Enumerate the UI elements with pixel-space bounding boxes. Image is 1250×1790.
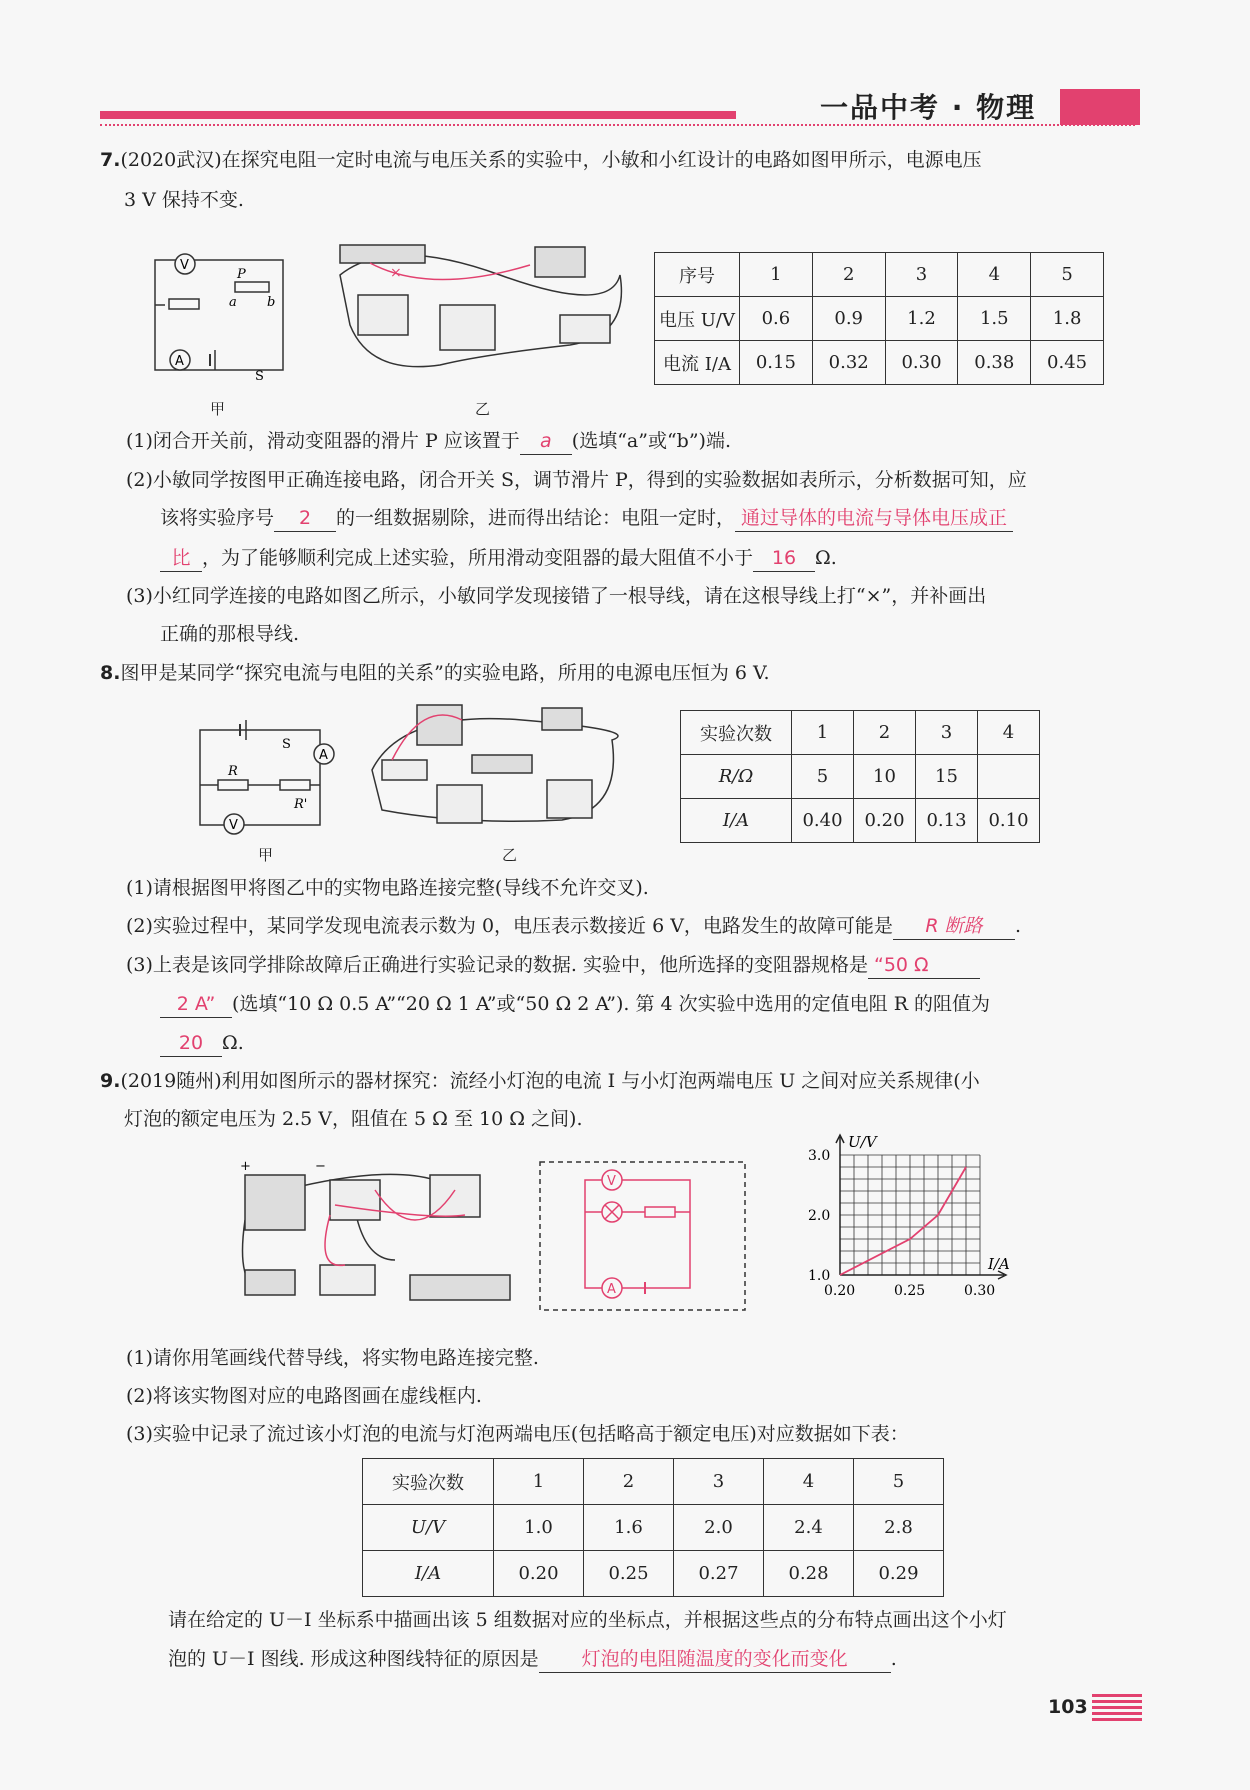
q9-cell: 2.4 [764, 1505, 854, 1551]
q8-cell: R/Ω [681, 755, 792, 799]
q9-cell: 0.20 [494, 1551, 584, 1597]
q8-fig-yi-label: 乙 [502, 846, 518, 864]
q9-cell: 2.8 [854, 1505, 944, 1551]
q9-cell: 4 [764, 1459, 854, 1505]
q8-cell: 1 [792, 711, 854, 755]
q7-sub2-unit: Ω. [815, 547, 837, 569]
chart-x-tick-label: 0.25 [894, 1283, 926, 1299]
q8-voltmeter-image [437, 785, 482, 823]
q7-sub2-line1: (2)小敏同学按图甲正确连接电路，闭合开关 S，调节滑片 P，得到的实验数据如表所示，分析数据可知，应 [126, 469, 1027, 491]
q7-sub2-line2 [160, 505, 1013, 532]
q9-cell: 1.0 [494, 1505, 584, 1551]
q8-data-table [680, 710, 1040, 843]
q8-circuit-diagram [200, 720, 340, 835]
q9-cell: 1 [494, 1459, 584, 1505]
q8-sub3-mid: (选填“10 Ω 0.5 A”“20 Ω 1 A”或“50 Ω 2 A”). 第 4 次实验中选用的定值电阻 R 的阻值为 [232, 993, 991, 1015]
q7-switch-symbol [210, 350, 264, 384]
q8-sub3-pre: (3)上表是该同学排除故障后正确进行实验记录的数据. 实验中，他所选择的变阻器规格是 [126, 954, 868, 976]
q8-resistor-symbol [218, 764, 248, 790]
q7-fig-jia-label: 甲 [210, 400, 226, 418]
q8-sub3-unit: Ω. [222, 1032, 244, 1054]
q7-sub2-mid2: ，为了能够顺利完成上述实验，所用滑动变阻器的最大阻值不小于 [202, 547, 754, 569]
q8-cell: 0.13 [916, 799, 978, 843]
q9-sub4-line1: 请在给定的 U－I 坐标系中描画出该 5 组数据对应的坐标点，并根据这些点的分布特点画出这个小灯 [168, 1609, 1007, 1631]
chart-x-tick-label: 0.20 [824, 1283, 856, 1299]
q9-table-header-row [363, 1459, 944, 1505]
chart-x-tick-label: 0.30 [964, 1283, 996, 1299]
q8-fig-jia-label: 甲 [258, 846, 274, 864]
q7-power-supply-image [560, 315, 610, 343]
chart-series [840, 1167, 966, 1275]
q8-stem [100, 660, 770, 686]
q7-stem-line2: 3 V 保持不变. [124, 189, 244, 211]
q7-cell: 2 [812, 253, 885, 297]
q7-cell: 4 [958, 253, 1031, 297]
q9-cell: 0.27 [674, 1551, 764, 1597]
svg-text:A: A [175, 354, 184, 369]
q9-schematic-voltmeter [602, 1170, 622, 1190]
q9-cell: 实验次数 [363, 1459, 494, 1505]
page-number: 103 [1048, 1696, 1088, 1718]
q8-ammeter-image [547, 780, 592, 818]
q9-cell: 1.6 [584, 1505, 674, 1551]
q7-stem-text: (2020武汉)在探究电阻一定时电流与电压关系的实验中，小敏和小红设计的电路如图甲所示，电源电压 [120, 149, 982, 171]
q7-cell: 1.8 [1031, 297, 1104, 341]
q9-stem-text: (2019随州)利用如图所示的器材探究：流经小灯泡的电流 I 与小灯泡两端电压 U 之间对应关系规律(小 [120, 1070, 980, 1092]
svg-text:R: R [228, 764, 238, 779]
q7-cell: 0.45 [1031, 341, 1104, 385]
svg-text:R': R' [294, 797, 308, 812]
q8-switch-image [542, 708, 582, 730]
q7-table-voltage-row [655, 297, 1104, 341]
q9-sub4-post: . [890, 1648, 897, 1670]
q9-data-table [362, 1458, 944, 1597]
q7-number: 7. [100, 149, 121, 171]
svg-text:V: V [229, 818, 238, 833]
q7-cell: 0.30 [885, 341, 958, 385]
header-title: 一品中考 · 物理 [820, 91, 1037, 124]
q7-sub2-line3 [160, 545, 837, 572]
svg-text:A: A [607, 1282, 616, 1297]
q9-schematic-rheostat [645, 1207, 675, 1217]
q9-cell: 3 [674, 1459, 764, 1505]
svg-text:P: P [237, 267, 246, 282]
q8-sub2-answer: R 断路 [893, 913, 1015, 940]
q7-cell: 0.15 [740, 341, 813, 385]
q8-cell [978, 755, 1040, 799]
q7-cell: 序号 [655, 253, 740, 297]
svg-text:S: S [282, 737, 291, 752]
q9-sub4-pre: 泡的 U－I 图线. 形成这种图线特征的原因是 [168, 1648, 539, 1670]
q9-stem-line2: 灯泡的额定电压为 2.5 V，阻值在 5 Ω 至 10 Ω 之间). [124, 1108, 583, 1130]
q9-cell: U/V [363, 1505, 494, 1551]
q7-sub2-pre: 该将实验序号 [160, 507, 275, 529]
q8-physical-setup [362, 700, 622, 830]
q7-cell: 1.5 [958, 297, 1031, 341]
q9-cell: 0.29 [854, 1551, 944, 1597]
svg-text:S: S [255, 369, 264, 384]
chart-y-tick-label: 1.0 [808, 1268, 831, 1284]
q7-table-current-row [655, 341, 1104, 385]
q9-sub3: (3)实验中记录了流过该小灯泡的电流与灯泡两端电压(包括略高于额定电压)对应数据如下表： [126, 1423, 909, 1445]
q7-data-table [654, 252, 1104, 385]
q8-stem-text: 图甲是某同学“探究电流与电阻的关系”的实验电路，所用的电源电压恒为 6 V. [120, 662, 770, 684]
q9-cell: 0.28 [764, 1551, 854, 1597]
q7-stem-line1 [100, 147, 982, 173]
q8-sub2 [126, 913, 1021, 940]
q8-table-header-row [681, 711, 1040, 755]
q7-resistor-symbol [169, 299, 199, 309]
q8-cell: 实验次数 [681, 711, 792, 755]
svg-text:A: A [319, 748, 328, 763]
q7-cross-mark: × [390, 265, 402, 281]
q8-cell: 0.20 [854, 799, 916, 843]
header-rule [100, 111, 736, 119]
chart-y-label: U/V [848, 1133, 877, 1151]
chart-series-line [840, 1167, 966, 1275]
chart-y-tick-label: 2.0 [808, 1208, 831, 1224]
q8-cell: 2 [854, 711, 916, 755]
q8-sub3-answer2: 20 [160, 1030, 222, 1057]
q9-cell: I/A [363, 1551, 494, 1597]
q7-cell: 0.32 [812, 341, 885, 385]
q7-cell: 电压 U/V [655, 297, 740, 341]
chart-ticks [808, 1148, 995, 1299]
q8-switch-symbol [282, 737, 291, 752]
q7-rheostat-symbol [229, 267, 275, 310]
q8-cell: 10 [854, 755, 916, 799]
q8-table-i-row [681, 799, 1040, 843]
q9-sub4-line2 [168, 1646, 897, 1673]
q8-resistor-image [382, 760, 427, 780]
q8-cell: 5 [792, 755, 854, 799]
q7-physical-setup [330, 235, 630, 385]
q8-cell: 0.40 [792, 799, 854, 843]
q7-sub2-mid: 的一组数据剔除，进而得出结论：电阻一定时， [336, 507, 736, 529]
q7-cell: 3 [885, 253, 958, 297]
q8-sub3-answer-a: “50 Ω [868, 952, 980, 979]
q7-cell: 1 [740, 253, 813, 297]
q7-cell: 0.9 [812, 297, 885, 341]
q9-cell: 5 [854, 1459, 944, 1505]
svg-text:V: V [607, 1174, 616, 1189]
q8-voltmeter-symbol [224, 814, 244, 834]
q9-sub2: (2)将该实物图对应的电路图画在虚线框内. [126, 1385, 482, 1407]
q7-sub2-answer2b: 比 [160, 545, 202, 572]
q7-sub2-answer3: 16 [753, 545, 815, 572]
q9-rheostat-image [410, 1275, 510, 1300]
q7-sub2-answer2a: 通过导体的电流与导体电压成正 [735, 505, 1013, 532]
q9-physical-setup [235, 1160, 525, 1310]
q9-schematic-lamp [602, 1202, 622, 1222]
q7-sub3-line1: (3)小红同学连接的电路如图乙所示，小敏同学发现接错了一根导线，请在这根导线上打“×”，并补画出 [126, 585, 987, 607]
svg-text:V: V [180, 258, 189, 273]
q9-sub4-answer: 灯泡的电阻随温度的变化而变化 [539, 1646, 891, 1673]
q9-schematic-box [540, 1162, 745, 1310]
svg-text:−: − [315, 1159, 326, 1174]
q7-rheostat-image [340, 245, 425, 263]
q7-voltmeter-symbol [175, 254, 195, 274]
q9-lamp-image [320, 1265, 375, 1295]
q8-sub3-line3 [160, 1030, 244, 1057]
q9-battery-image [245, 1175, 305, 1230]
svg-text:a: a [229, 295, 237, 310]
q7-cell: 电流 I/A [655, 341, 740, 385]
q7-ammeter-image [440, 305, 495, 350]
q7-switch-image [535, 247, 585, 277]
q7-fig-yi-label: 乙 [475, 400, 491, 418]
q8-sub3-answer-b: 2 A” [160, 991, 232, 1018]
svg-text:b: b [267, 295, 276, 310]
q8-rheostat-image [472, 755, 532, 773]
q9-table-i-row [363, 1551, 944, 1597]
q7-cell: 1.2 [885, 297, 958, 341]
q9-switch-image [245, 1270, 295, 1295]
q9-cell: 2 [584, 1459, 674, 1505]
q7-sub1-pre: (1)闭合开关前，滑动变阻器的滑片 P 应该置于 [126, 430, 520, 452]
q7-sub1-post: (选填“a”或“b”)端. [571, 430, 731, 452]
q9-schematic-ammeter [602, 1278, 622, 1298]
q7-cell: 0.6 [740, 297, 813, 341]
q7-table-header-row [655, 253, 1104, 297]
chart-y-tick-label: 3.0 [808, 1148, 831, 1164]
q9-ui-chart [800, 1130, 1040, 1340]
q7-voltmeter-image [358, 295, 408, 335]
q8-cell: I/A [681, 799, 792, 843]
q8-number: 8. [100, 662, 121, 684]
q8-sub3-line1 [126, 952, 980, 979]
q7-sub1 [126, 428, 731, 455]
q7-sub2-answer1: 2 [274, 505, 336, 532]
q7-cell: 5 [1031, 253, 1104, 297]
svg-text:+: + [240, 1159, 251, 1174]
header-accent-block [1060, 89, 1140, 125]
q8-cell: 4 [978, 711, 1040, 755]
q7-sub3-line2: 正确的那根导线. [160, 623, 300, 645]
q9-table-u-row [363, 1505, 944, 1551]
q8-ammeter-symbol [314, 744, 334, 764]
q8-table-r-row [681, 755, 1040, 799]
page-number-stripes [1092, 1694, 1142, 1722]
q7-ammeter-symbol [170, 350, 190, 370]
chart-grid [840, 1155, 980, 1275]
q8-cell: 0.10 [978, 799, 1040, 843]
chart-axes [836, 1135, 1006, 1279]
q8-sub2-pre: (2)实验过程中，某同学发现电流表示数为 0，电压表示数接近 6 V，电路发生的故障可能是 [126, 915, 893, 937]
q9-ammeter-image [330, 1180, 380, 1220]
q7-circuit-diagram [155, 250, 315, 390]
q9-cell: 2.0 [674, 1505, 764, 1551]
page-number-block [1048, 1690, 1142, 1724]
q9-stem-line1 [100, 1068, 980, 1094]
q9-number: 9. [100, 1070, 121, 1092]
q7-cell: 0.38 [958, 341, 1031, 385]
chart-x-label: I/A [988, 1255, 1010, 1273]
q7-sub1-answer: a [520, 428, 572, 455]
q9-cell: 0.25 [584, 1551, 674, 1597]
q9-sub1: (1)请你用笔画线代替导线，将实物电路连接完整. [126, 1347, 539, 1369]
q8-cell: 15 [916, 755, 978, 799]
q8-rheostat-symbol [280, 780, 310, 812]
q8-cell: 3 [916, 711, 978, 755]
q8-battery-image [417, 705, 462, 745]
q8-sub3-line2 [160, 991, 990, 1018]
q8-sub1: (1)请根据图甲将图乙中的实物电路连接完整(导线不允许交叉). [126, 877, 649, 899]
q8-sub2-post: . [1014, 915, 1021, 937]
